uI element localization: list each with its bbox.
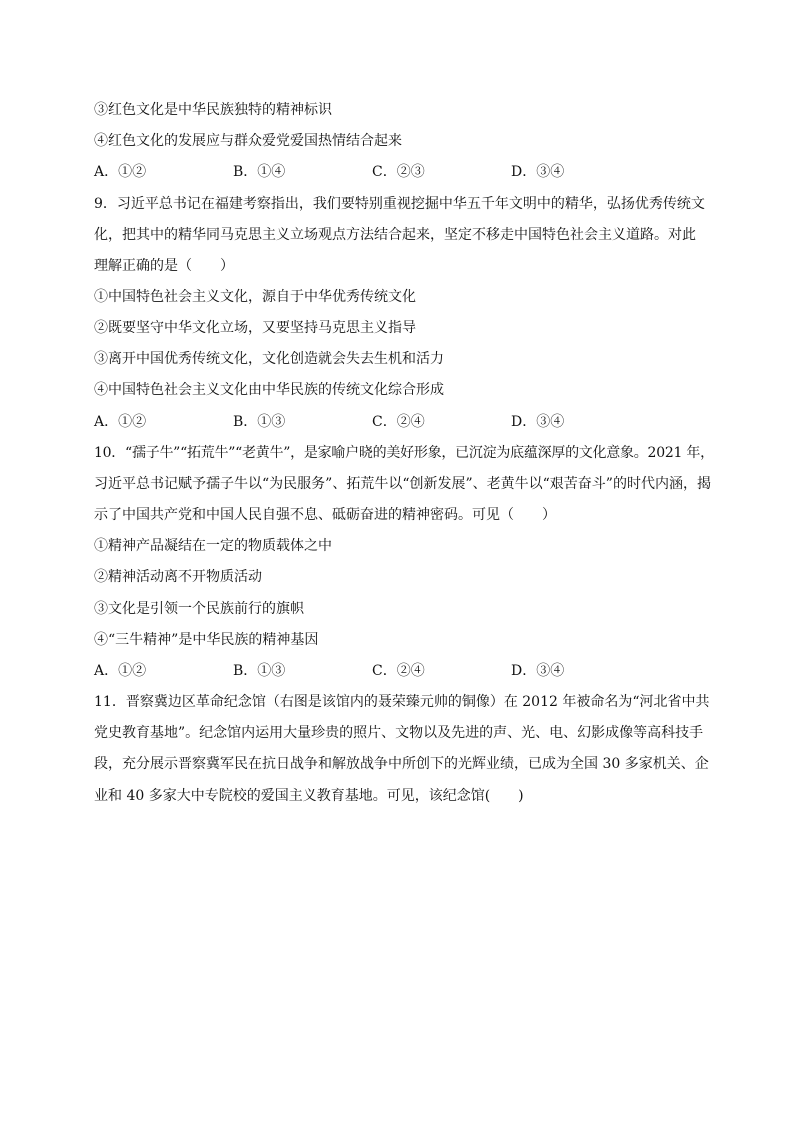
q9-option-d: D．③④ [511,414,565,430]
q9-option-b: B．①③ [233,414,286,430]
q11-stem-line-3: 段，充分展示晋察冀军民在抗日战争和解放战争中所创下的光辉业绩，已成为全国 30 多家机关、企 [94,756,709,772]
q10-stem-line-1: 10．“孺子牛”“拓荒牛”“老黄牛”，是家喻户晓的美好形象，已沉淀为底蕴深厚的文化意象。2021 年， [94,445,714,461]
q8-option-b: B．①④ [233,164,286,180]
q10-option-d: D．③④ [511,663,565,679]
q10-statement-3: ③文化是引领一个民族前行的旗帜 [94,601,304,617]
q9-option-c: C．②④ [372,414,425,430]
q8-statement-4: ④红色文化的发展应与群众爱党爱国热情结合起来 [94,133,402,149]
q10-statement-1: ①精神产品凝结在一定的物质载体之中 [94,538,332,554]
q10-option-b: B．①③ [233,663,286,679]
q8-option-d: D．③④ [511,164,565,180]
q9-stem-line-3: 理解正确的是（ ） [94,258,234,274]
q8-statement-3: ③红色文化是中华民族独特的精神标识 [94,102,332,118]
q8-option-a: A．①② [94,164,147,180]
q9-stem-line-2: 化，把其中的精华同马克思主义立场观点方法结合起来，坚定不移走中国特色社会主义道路。对此 [94,227,696,243]
q11-stem-line-1: 11．晋察冀边区革命纪念馆（右图是该馆内的聂荣臻元帅的铜像）在 2012 年被命名为“河北省中共 [94,694,710,710]
q9-statement-3: ③离开中国优秀传统文化，文化创造就会失去生机和活力 [94,351,444,367]
q9-option-a: A．①② [94,414,147,430]
q11-stem-line-2: 党史教育基地”。纪念馆内运用大量珍贵的照片、文物以及先进的声、光、电、幻影成像等高科技手 [94,725,704,741]
q10-option-c: C．②④ [372,663,425,679]
q8-option-c: C．②③ [372,164,425,180]
q9-stem-line-1: 9．习近平总书记在福建考察指出，我们要特别重视挖掘中华五千年文明中的精华，弘扬优秀传统文 [94,196,705,212]
q10-statement-4: ④“三牛精神”是中华民族的精神基因 [94,632,319,648]
q9-statement-4: ④中国特色社会主义文化由中华民族的传统文化综合形成 [94,382,444,398]
q9-statement-1: ①中国特色社会主义文化，源自于中华优秀传统文化 [94,289,416,305]
q10-stem-line-3: 示了中国共产党和中国人民自强不息、砥砺奋进的精神密码。可见（ ） [94,507,556,523]
q10-stem-line-2: 习近平总书记赋予孺子牛以“为民服务”、拓荒牛以“创新发展”、老黄牛以“艰苦奋斗”的时代内涵，揭 [94,476,711,492]
q10-statement-2: ②精神活动离不开物质活动 [94,569,262,585]
q11-stem-line-4: 业和 40 多家大中专院校的爱国主义教育基地。可见，该纪念馆( ) [94,788,524,804]
q10-option-a: A．①② [94,663,147,679]
q9-statement-2: ②既要坚守中华文化立场，又要坚持马克思主义指导 [94,320,416,336]
